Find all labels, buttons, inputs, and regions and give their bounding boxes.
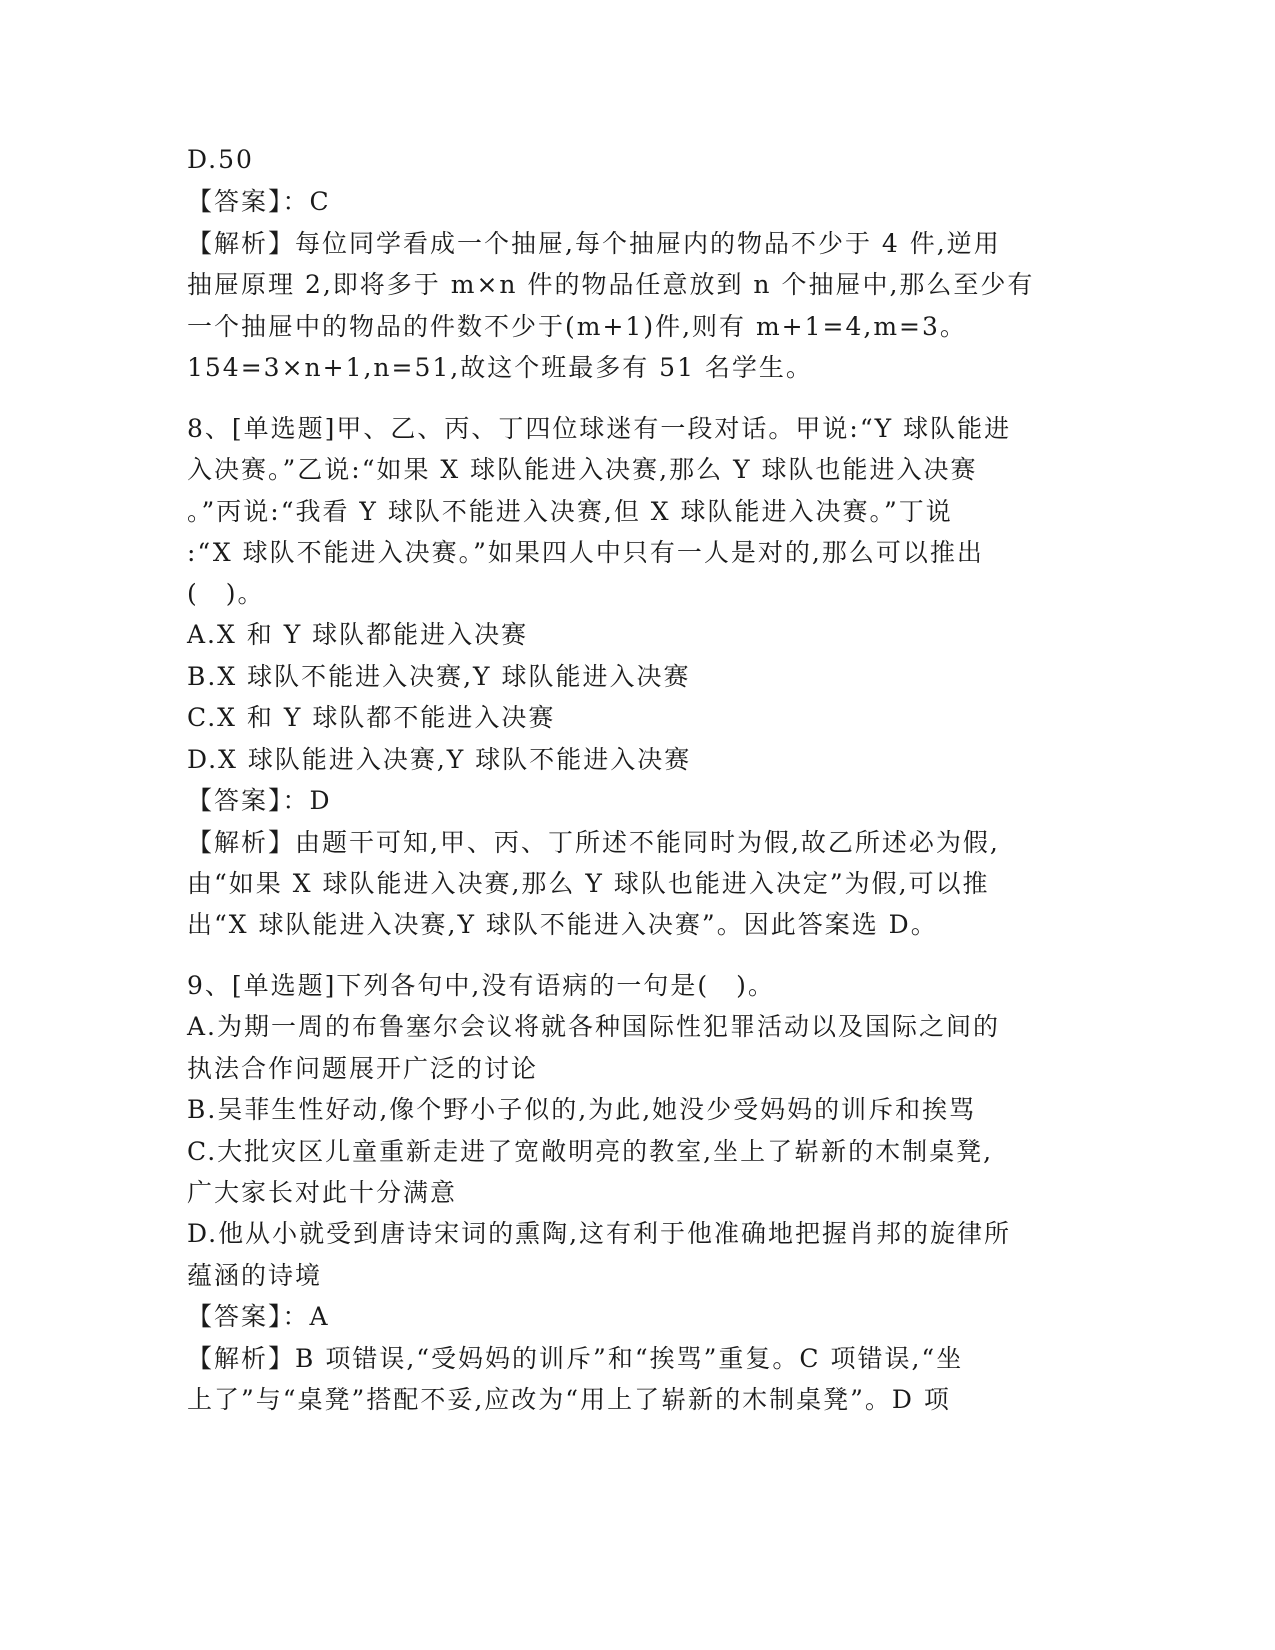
- q7-analysis-line: 抽屉原理 2,即将多于 m×n 件的物品任意放到 n 个抽屉中,那么至少有: [187, 270, 1035, 299]
- q8-analysis-line: 由“如果 X 球队能进入决赛,那么 Y 球队也能进入决定”为假,可以推: [187, 869, 990, 898]
- q9-option-d: D.他从小就受到唐诗宋词的熏陶,这有利于他准确地把握肖邦的旋律所: [187, 1219, 1012, 1248]
- q8-stem-line: :“X 球队不能进入决赛。”如果四人中只有一人是对的,那么可以推出: [187, 538, 984, 567]
- q8-analysis-line: 【解析】由题干可知,甲、丙、丁所述不能同时为假,故乙所述必为假,: [187, 828, 1000, 857]
- q7-analysis-line: 【解析】每位同学看成一个抽屉,每个抽屉内的物品不少于 4 件,逆用: [187, 229, 1001, 258]
- q9-option-a: A.为期一周的布鲁塞尔会议将就各种国际性犯罪活动以及国际之间的: [187, 1012, 1001, 1041]
- q9-stem-line: 9、[单选题]下列各句中,没有语病的一句是( )。: [187, 971, 775, 1000]
- q8-option-b: B.X 球队不能进入决赛,Y 球队能进入决赛: [187, 662, 691, 691]
- q8-option-d: D.X 球队能进入决赛,Y 球队不能进入决赛: [187, 745, 692, 774]
- q7-analysis-line: 154=3×n+1,n=51,故这个班最多有 51 名学生。: [187, 353, 813, 382]
- q9-option-d-cont: 蕴涵的诗境: [187, 1261, 323, 1290]
- q7-analysis-line: 一个抽屉中的物品的件数不少于(m+1)件,则有 m+1=4,m=3。: [187, 312, 967, 341]
- q9-option-c-cont: 广大家长对此十分满意: [187, 1178, 458, 1207]
- q9-analysis-line: 【解析】B 项错误,“受妈妈的训斥”和“挨骂”重复。C 项错误,“坐: [187, 1344, 964, 1373]
- q8-stem-line: 。”丙说:“我看 Y 球队不能进入决赛,但 X 球队能进入决赛。”丁说: [187, 497, 953, 526]
- q9-option-c: C.大批灾区儿童重新走进了宽敞明亮的教室,坐上了崭新的木制桌凳,: [187, 1137, 994, 1166]
- q7-answer: 【答案】：C: [187, 187, 331, 216]
- q8-option-a: A.X 和 Y 球队都能进入决赛: [187, 620, 529, 649]
- q8-stem-line: 入决赛。”乙说:“如果 X 球队能进入决赛,那么 Y 球队也能进入决赛: [187, 455, 978, 484]
- q9-option-a-cont: 执法合作问题展开广泛的讨论: [187, 1054, 539, 1083]
- q8-stem-line: 8、[单选题]甲、乙、丙、丁四位球迷有一段对话。甲说:“Y 球队能进: [187, 414, 1012, 443]
- q7-option-d: D.50: [187, 145, 254, 174]
- q9-answer: 【答案】：A: [187, 1302, 330, 1331]
- q8-option-c: C.X 和 Y 球队都不能进入决赛: [187, 703, 556, 732]
- q8-analysis-line: 出“X 球队能进入决赛,Y 球队不能进入决赛”。因此答案选 D。: [187, 910, 938, 939]
- q8-answer: 【答案】：D: [187, 786, 332, 815]
- q9-analysis-line: 上了”与“桌凳”搭配不妥,应改为“用上了崭新的木制桌凳”。D 项: [187, 1385, 951, 1414]
- q9-option-b: B.吴菲生性好动,像个野小子似的,为此,她没少受妈妈的训斥和挨骂: [187, 1095, 977, 1124]
- q8-stem-line: ( )。: [187, 579, 265, 608]
